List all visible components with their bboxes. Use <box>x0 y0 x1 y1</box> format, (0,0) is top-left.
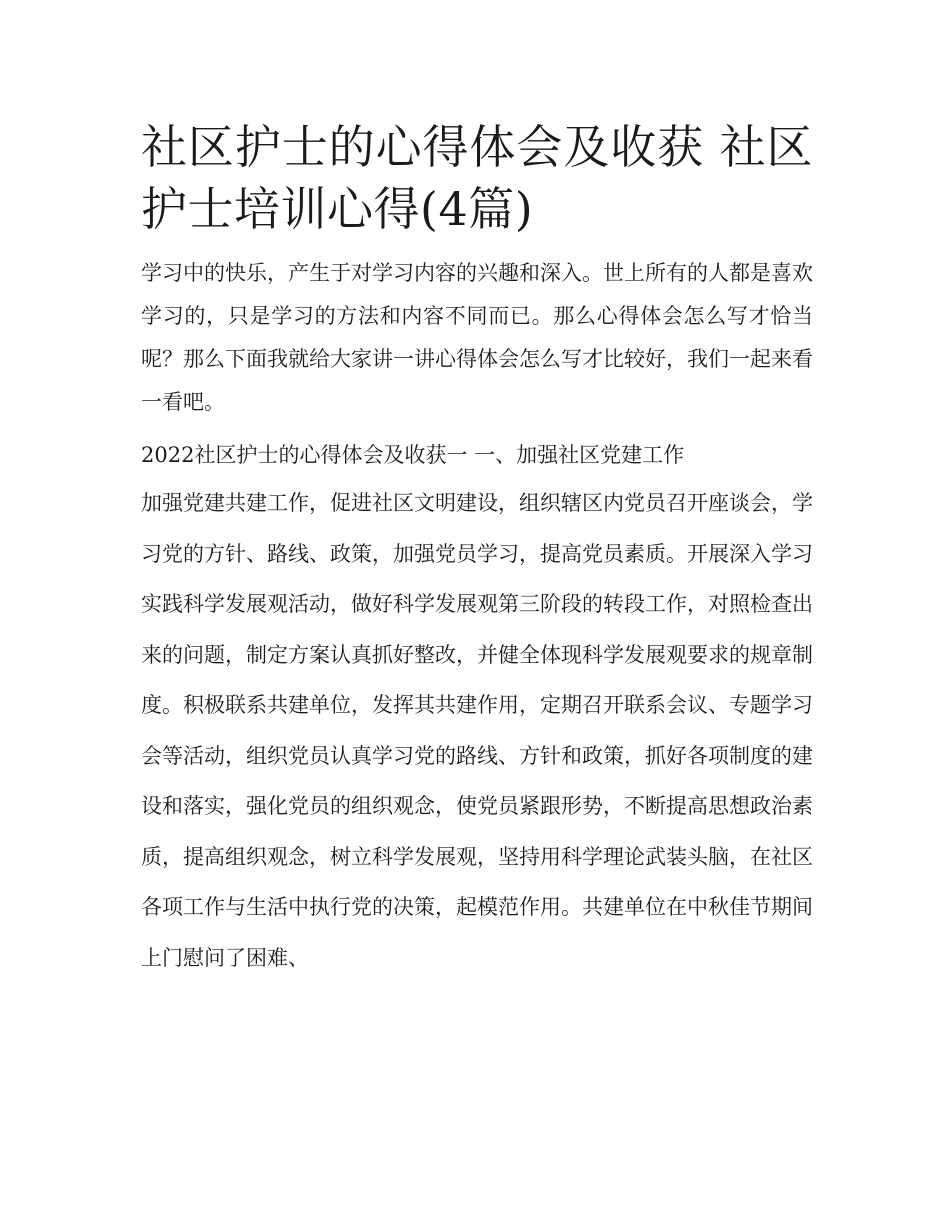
section-heading: 2022社区护士的心得体会及收获一 一、加强社区党建工作 <box>141 443 685 467</box>
intro-paragraph: 学习中的快乐，产生于对学习内容的兴趣和深入。世上所有的人都是喜欢学习的，只是学习的方法和内容不同而已。那么心得体会怎么写才恰当呢？那么下面我就给大家讲一讲心得体会怎么写才比较好，我们一起来看一看吧。 <box>141 261 813 414</box>
document-title: 社区护士的心得体会及收获 社区护士培训心得(4篇) <box>141 120 813 236</box>
document-page <box>141 116 813 983</box>
body-paragraph: 加强党建共建工作，促进社区文明建设，组织辖区内党员召开座谈会，学习党的方针、路线、政策，加强党员学习，提高党员素质。开展深入学习实践科学发展观活动，做好科学发展观第三阶段的转段工作，对照检查出来的问题，制定方案认真抓好整改，并健全体现科学发展观要求的规章制度。积极联系共建单位，发挥其共建作用，定期召开联系会议、专题学习会等活动，组织党员认真学习党的路线、方针和政策，抓好各项制度的建设和落实，强化党员的组织观念，使党员紧跟形势，不断提高思想政治素质，提高组织观念，树立科学发展观，坚持用科学理论武装头脑，在社区各项工作与生活中执行党的决策，起模范作用。共建单位在中秋佳节期间上门慰问了困难、 <box>141 491 813 970</box>
